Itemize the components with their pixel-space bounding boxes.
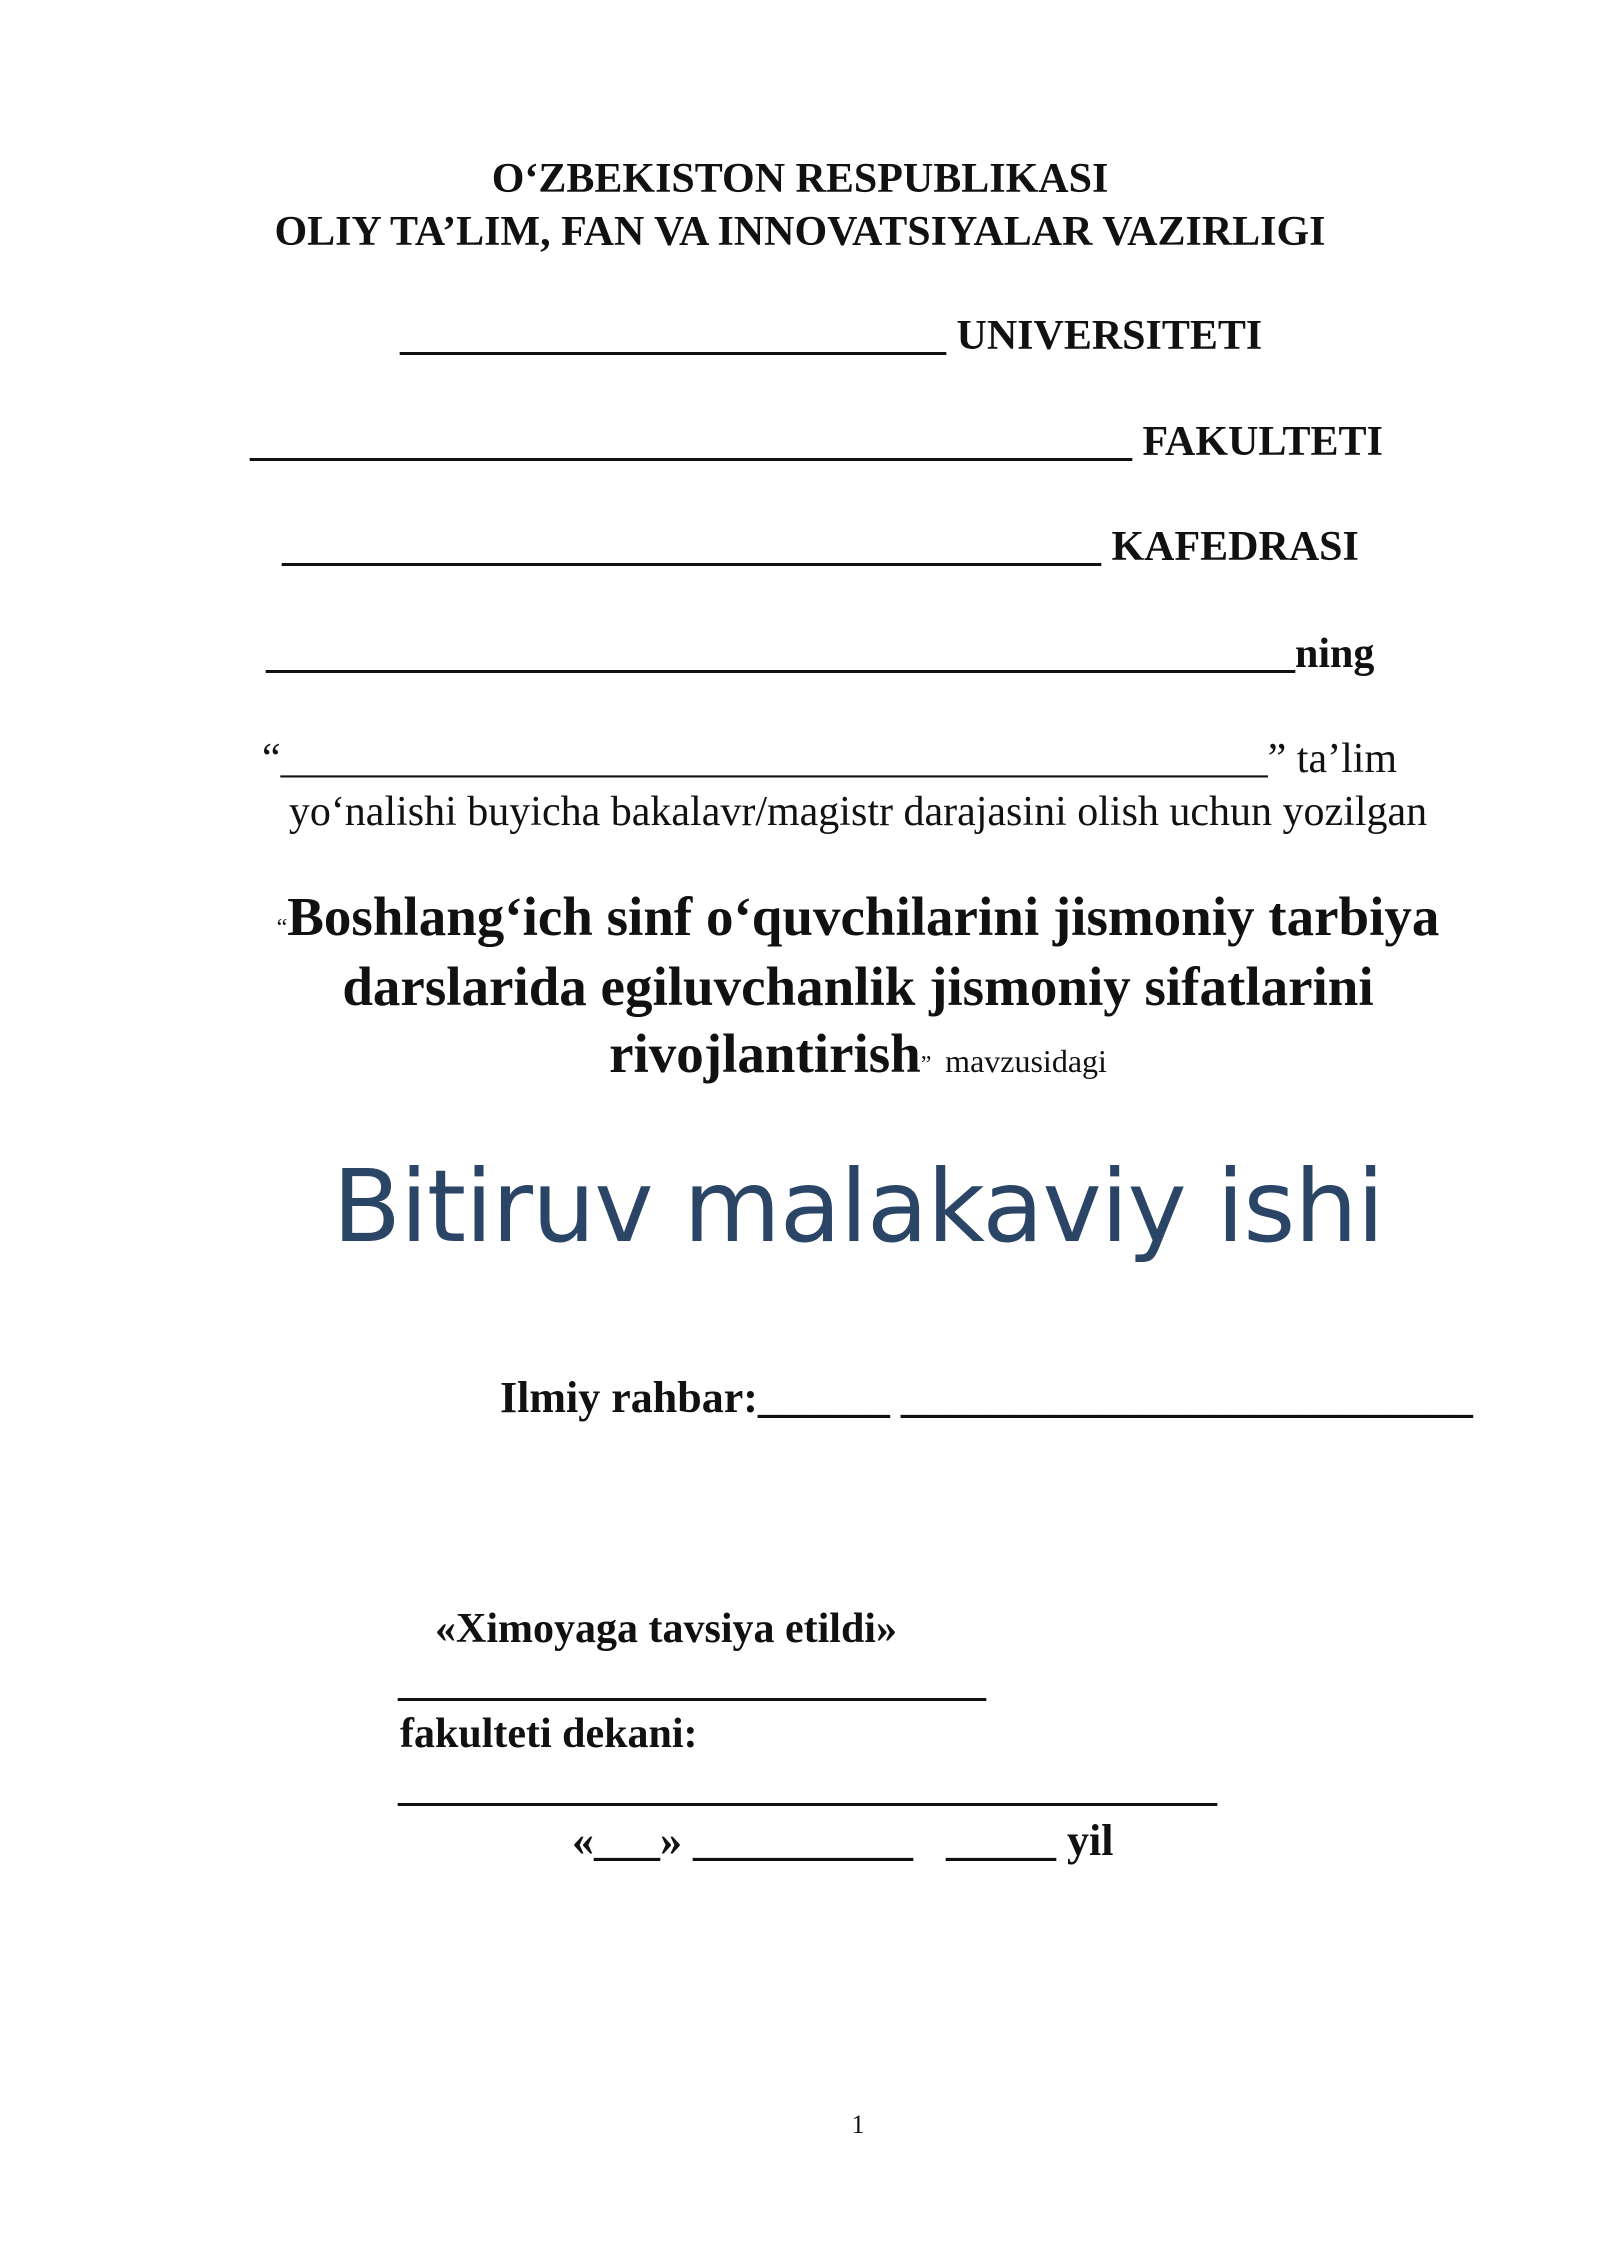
name-row (266, 630, 1374, 678)
dean-label: fakulteti dekani: (400, 1711, 698, 1757)
date-month-blank: __________ (693, 1816, 913, 1865)
university-row (400, 312, 1262, 360)
direction-row (262, 735, 1397, 783)
direction-description: yo‘nalishi buyicha bakalavr/magistr darajasini olish uchun yozilgan (288, 789, 1428, 835)
date-row (572, 1815, 1113, 1866)
supervisor-blank-short: ______ (757, 1373, 890, 1422)
document-type-title: Bitiruv malakaviy ishi (332, 1148, 1384, 1265)
topic-line3 (0, 1022, 1600, 1085)
direction-suffix: ” ta’lim (1267, 736, 1398, 782)
topic-close-quote: ” (920, 1052, 932, 1078)
date-year-blank: _____ (946, 1816, 1056, 1865)
topic-suffix: mavzusidagi (945, 1043, 1107, 1079)
faculty-label: FAKULTETI (1142, 419, 1383, 465)
department-blank: _______________________________________ (282, 524, 1101, 570)
direction-blank: _______________________________________________ (280, 736, 1268, 782)
faculty-blank: __________________________________________ (250, 419, 1132, 465)
supervisor-blank-long: __________________________ (900, 1373, 1473, 1422)
university-blank: __________________________ (400, 313, 946, 359)
faculty-row (250, 418, 1383, 466)
supervisor-row (500, 1372, 1473, 1423)
topic-text-line1: Boshlang‘ich sinf o‘quvchilarini jismoniy tarbiya (287, 886, 1440, 947)
date-year-label: yil (1067, 1816, 1114, 1865)
recommendation-text: «Ximoyaga tavsiya etildi» (435, 1606, 897, 1652)
approval-blank-2: _______________________________________ (398, 1764, 1217, 1810)
topic-text-line3: rivojlantirish (609, 1023, 921, 1084)
topic-line2: darslarida egiluvchanlik jismoniy sifatlarini (342, 956, 1374, 1017)
name-suffix: ning (1295, 631, 1375, 677)
direction-open-quote: “ (262, 736, 281, 782)
page-number: 1 (851, 2110, 865, 2139)
university-label: UNIVERSITETI (956, 313, 1263, 359)
date-day-blank: «___» (572, 1816, 682, 1865)
topic-open-quote: “ (276, 915, 288, 941)
name-blank: _________________________________________________ (266, 631, 1295, 677)
topic-line1 (0, 885, 1600, 948)
approval-blank-1: ____________________________ (398, 1659, 986, 1705)
department-label: KAFEDRASI (1111, 524, 1359, 570)
ministry-header-line2: OLIY TA’LIM, FAN VA INNOVATSIYALAR VAZIRLIGI (274, 209, 1326, 255)
supervisor-label: Ilmiy rahbar: (500, 1373, 758, 1422)
ministry-header-line1: O‘ZBEKISTON RESPUBLIKASI (491, 156, 1109, 202)
department-row (282, 523, 1359, 571)
